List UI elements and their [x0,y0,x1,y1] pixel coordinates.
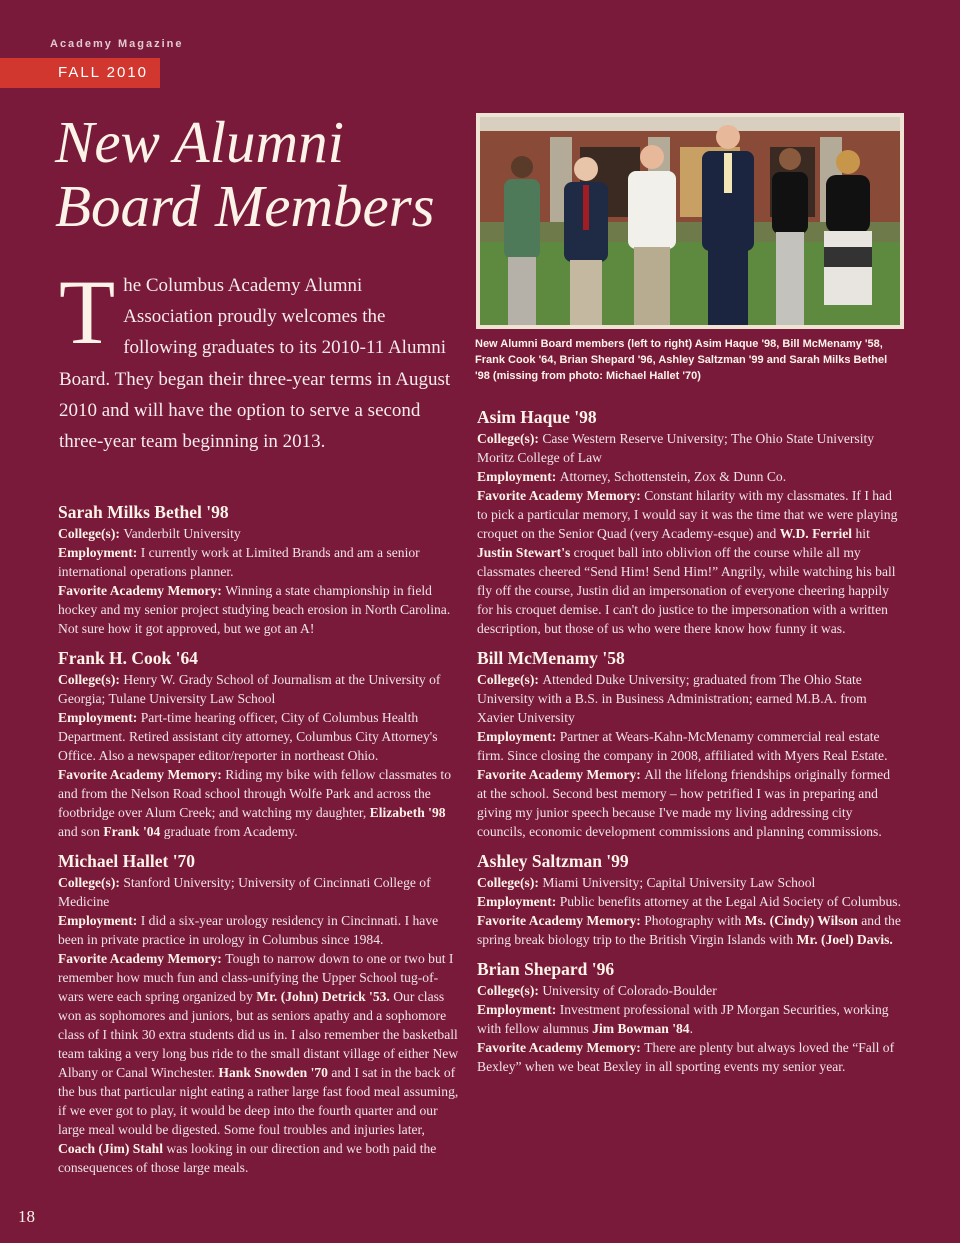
bold-name: Jim Bowman '84 [592,1021,690,1036]
member-profile [58,646,463,841]
college-line [477,429,902,467]
employment-line [58,543,463,581]
college-line-text: Vanderbilt University [123,526,241,541]
college-line-text: Attended Duke University; graduated from The Ohio State University with a B.S. in Business Administration; earned M.B.A. from Xavier University [477,672,867,725]
bold-name: Coach (Jim) Stahl [58,1141,163,1156]
employment-line-text: Public benefits attorney at the Legal Aid Society of Columbus. [559,894,901,909]
employment-line-label: Employment: [58,545,141,560]
text-run: Our class won as sophomores and juniors, but as seniors apathy and a sophomore class of I think 30 extra students did us in. I also remember the basketball team taking a very long bus ride to the small distant village of either New Albany or Canal Winchester. [58,989,459,1080]
magazine-name: Academy Magazine [50,38,184,50]
bold-name: Mr. (John) Detrick '53. [256,989,390,1004]
memory-line-label: Favorite Academy Memory: [58,583,226,598]
text-run: Photography with [644,913,745,928]
text-run: Tough to narrow down to one or two but I remember how much fun and class-unifying the Upper School tug-of-wars were each spring organized by [58,951,454,1004]
college-line [58,670,463,708]
page-number: 18 [18,1207,35,1226]
text-run: and I sat in the back of the bus that particular night eating a rather large fast food meal assuming, if we ever got to play, it would be deep into the fourth quarter and our large meal would be digested. Some foul troubles and injuries later, [58,1065,459,1137]
college-line-label: College(s): [58,672,124,687]
text-run: graduate from Academy. [160,824,298,839]
member-name: Sarah Milks Bethel '98 [58,502,229,522]
employment-line-label: Employment: [477,894,560,909]
memory-line-label: Favorite Academy Memory: [477,488,645,503]
text-run: and the spring break biology trip to the British Virgin Islands with [477,913,901,947]
issue-tab: FALL 2010 [0,58,160,88]
member-profile [58,849,463,1177]
employment-line-text: I did a six-year urology residency in Cincinnati. I have been in private practice in urology in Columbus since 1984. [58,913,439,947]
college-line [477,670,902,727]
college-line [58,524,463,543]
member-profile [477,957,902,1076]
text-run: Riding my bike with fellow classmates to and from the Nelson Road school through Wolfe Park and across the footbridge over Alum Creek; and watching my daughter, [58,767,451,820]
employment-line [477,1000,902,1038]
memory-line [477,765,902,841]
text-run: croquet ball into oblivion off the course while all my classmates cheered “Send Him! Send Him!” Angrily, while watching his ball fly off the course, Justin did an impersonation of everyone cheering happily for his croquet demise. I can't do justice to the impersonation with a written description, but those of us who were there know how funny it was. [477,545,896,636]
title-line-2: Board Members [55,173,435,239]
left-column [58,500,463,1185]
employment-line-text: Attorney, Schottenstein, Zox & Dunn Co. [559,469,787,484]
college-line-label: College(s): [477,983,543,998]
college-line [477,873,902,892]
title-line-1: New Alumni [55,109,345,175]
memory-line [58,581,463,638]
college-line-text: Miami University; Capital University Law School [542,875,816,890]
employment-line-label: Employment: [477,469,560,484]
member-profile [477,849,902,949]
text-run: was looking in our direction and we both paid the consequences of those large meals. [58,1141,437,1175]
bold-name: Hank Snowden '70 [218,1065,328,1080]
employment-line-text: I currently work at Limited Brands and am a senior international operations planner. [58,545,420,579]
memory-line-label: Favorite Academy Memory: [58,951,226,966]
college-line-label: College(s): [477,672,543,687]
employment-line-label: Employment: [58,710,141,725]
employment-line-label: Employment: [477,1002,560,1017]
group-photo [476,113,904,329]
member-profile [58,500,463,638]
bold-name: W.D. Ferriel [779,526,853,541]
memory-line-text: Winning a state championship in field hockey and my senior project studying beach erosion in North Carolina. Not sure how it got approved, but we got an A! [58,583,451,636]
member-name: Asim Haque '98 [477,407,597,427]
employment-line [477,727,902,765]
college-line-text: Stanford University; University of Cincinnati College of Medicine [58,875,431,909]
text-run: hit [852,526,870,541]
member-name: Brian Shepard '96 [477,959,615,979]
memory-line-label: Favorite Academy Memory: [477,913,645,928]
member-profile [477,405,902,638]
group-photo-image [480,117,900,325]
employment-line-label: Employment: [477,729,560,744]
intro-paragraph [59,261,454,457]
college-line-text: Henry W. Grady School of Journalism at the University of Georgia; Tulane University Law School [58,672,441,706]
bold-name: Mr. (Joel) Davis. [796,932,893,947]
memory-line [477,911,902,949]
memory-line-text: There are plenty but always loved the “Fall of Bexley” when we beat Bexley in all sporting events my senior year. [477,1040,895,1074]
employment-line [477,467,902,486]
memory-line [477,486,902,638]
employment-line [477,892,902,911]
member-name: Frank H. Cook '64 [58,648,199,668]
text-run: Investment professional with JP Morgan Securities, working with fellow alumnus [477,1002,889,1036]
college-line-label: College(s): [58,526,124,541]
photo-caption: New Alumni Board members (left to right) Asim Haque '98, Bill McMenamy '58, Frank Cook '64, Brian Shepard '96, Ashley Saltzman '99 and Sarah Milks Bethel '98 (missing from photo: Michael Hallet '70) [475,338,888,382]
bold-name: Frank '04 [103,824,161,839]
college-line-label: College(s): [477,431,543,446]
text-run: Constant hilarity with my classmates. If I had to pick a particular memory, I would say it was the time that we were playing croquet on the Senior Quad (very Academy-esque) and [477,488,898,541]
memory-line-text: All the lifelong friendships originally formed at the school. Second best memory – how petrified I was in preparing and giving my junior speech because I've made my living addressing city councils, economic development commissions and planning commissions. [477,767,890,839]
college-line-label: College(s): [477,875,543,890]
bold-name: Elizabeth '98 [369,805,446,820]
memory-line [58,765,463,841]
member-name: Ashley Saltzman '99 [477,851,629,871]
employment-line-text: Part-time hearing officer, City of Columbus Health Department. Retired assistant city attorney, Columbus City Attorney's Office. Also a newspaper editor/reporter in northeast Ohio. [58,710,438,763]
page-title [55,110,475,238]
intro-text: he Columbus Academy Alumni Association proudly welcomes the following graduates to its 2010-11 Alumni Board. They began their three-year terms in August 2010 and will have the option to serve a second three-year team beginning in 2013. [59,275,451,453]
employment-line [58,708,463,765]
college-line [58,873,463,911]
memory-line-label: Favorite Academy Memory: [477,767,645,782]
bold-name: Justin Stewart's [477,545,571,560]
member-name: Bill McMenamy '58 [477,648,625,668]
employment-line-text: Partner at Wears-Kahn-McMenamy commercial real estate firm. Since closing the company in 2008, affiliated with Myers Real Estate. [477,729,888,763]
employment-line [58,911,463,949]
text-run: . [689,1021,693,1036]
member-profile [477,646,902,841]
employment-line-label: Employment: [58,913,141,928]
drop-cap: T [59,261,116,363]
right-column [477,405,902,1084]
bold-name: Ms. (Cindy) Wilson [744,913,858,928]
memory-line [477,1038,902,1076]
text-run: and son [58,824,104,839]
memory-line-label: Favorite Academy Memory: [58,767,226,782]
college-line-label: College(s): [58,875,124,890]
memory-line-label: Favorite Academy Memory: [477,1040,645,1055]
memory-line [58,949,463,1177]
college-line-text: University of Colorado-Boulder [542,983,717,998]
college-line-text: Case Western Reserve University; The Ohio State University Moritz College of Law [477,431,875,465]
college-line [477,981,902,1000]
member-name: Michael Hallet '70 [58,851,196,871]
